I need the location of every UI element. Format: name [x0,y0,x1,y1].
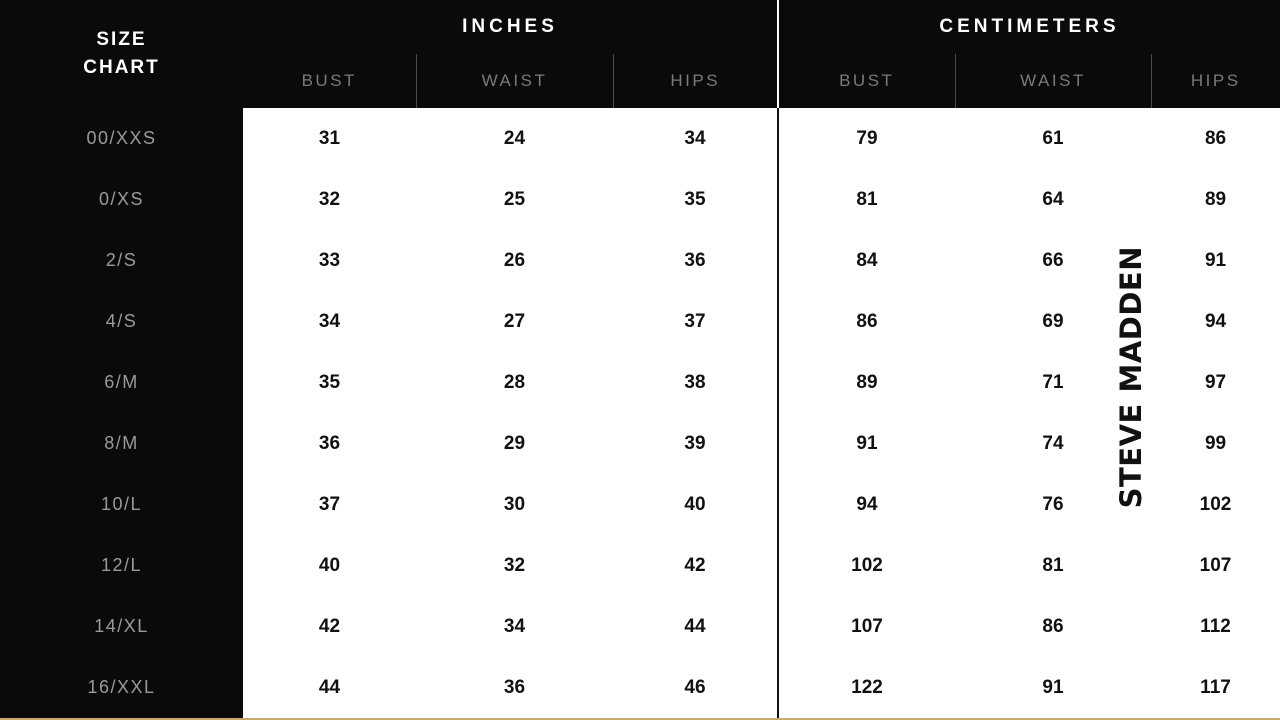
cell-inches-bust: 33 [243,230,416,291]
group-header-centimeters: CENTIMETERS [778,0,1280,54]
cell-cm-waist: 81 [955,535,1151,596]
cell-cm-waist: 69 [955,291,1151,352]
cell-inches-bust: 31 [243,108,416,169]
cell-inches-waist: 28 [416,352,613,413]
cell-cm-waist: 86 [955,596,1151,657]
table-row [0,169,1280,230]
cell-inches-hips: 44 [613,596,778,657]
cell-cm-waist: 66 [955,230,1151,291]
cell-inches-hips: 35 [613,169,778,230]
cell-cm-waist: 61 [955,108,1151,169]
cell-inches-hips: 37 [613,291,778,352]
cell-cm-bust: 107 [778,596,955,657]
row-size-label: 12/L [0,535,243,596]
table-row [0,352,1280,413]
cell-cm-bust: 91 [778,413,955,474]
cell-cm-waist: 71 [955,352,1151,413]
cell-cm-hips: 102 [1151,474,1280,535]
title-line-1: SIZE [96,29,147,51]
cell-cm-hips: 117 [1151,657,1280,719]
cell-inches-bust: 35 [243,352,416,413]
table-row [0,108,1280,169]
cell-cm-hips: 99 [1151,413,1280,474]
cell-cm-hips: 91 [1151,230,1280,291]
row-size-label: 16/XXL [0,657,243,719]
column-header-cm-bust: BUST [778,54,955,108]
cell-inches-bust: 36 [243,413,416,474]
cell-inches-waist: 25 [416,169,613,230]
cell-inches-waist: 27 [416,291,613,352]
size-chart-title [0,0,243,108]
cell-cm-hips: 94 [1151,291,1280,352]
cell-inches-hips: 46 [613,657,778,719]
column-header-cm-waist: WAIST [955,54,1151,108]
title-line-2: CHART [83,57,160,78]
cell-inches-bust: 37 [243,474,416,535]
cell-inches-waist: 34 [416,596,613,657]
column-header-inches-bust: BUST [243,54,416,108]
cell-inches-hips: 39 [613,413,778,474]
table-row [0,291,1280,352]
column-header-cm-hips: HIPS [1151,54,1280,108]
cell-cm-hips: 107 [1151,535,1280,596]
row-size-label: 6/M [0,352,243,413]
table-row [0,474,1280,535]
cell-inches-hips: 34 [613,108,778,169]
cell-inches-hips: 36 [613,230,778,291]
cell-inches-waist: 36 [416,657,613,719]
row-size-label: 10/L [0,474,243,535]
table-row [0,413,1280,474]
column-header-inches-hips: HIPS [613,54,778,108]
cell-inches-waist: 26 [416,230,613,291]
cell-cm-bust: 122 [778,657,955,719]
table-body [0,108,1280,719]
row-size-label: 4/S [0,291,243,352]
cell-cm-hips: 97 [1151,352,1280,413]
cell-inches-waist: 32 [416,535,613,596]
cell-inches-bust: 40 [243,535,416,596]
table-row [0,230,1280,291]
table-row [0,596,1280,657]
cell-inches-hips: 40 [613,474,778,535]
cell-inches-bust: 34 [243,291,416,352]
cell-cm-waist: 64 [955,169,1151,230]
row-size-label: 00/XXS [0,108,243,169]
cell-inches-waist: 30 [416,474,613,535]
cell-inches-bust: 42 [243,596,416,657]
cell-cm-bust: 86 [778,291,955,352]
group-header-inches: INCHES [243,0,778,54]
cell-cm-hips: 112 [1151,596,1280,657]
row-size-label: 8/M [0,413,243,474]
cell-inches-hips: 38 [613,352,778,413]
cell-cm-hips: 86 [1151,108,1280,169]
cell-cm-waist: 76 [955,474,1151,535]
cell-inches-hips: 42 [613,535,778,596]
cell-inches-bust: 44 [243,657,416,719]
cell-inches-waist: 24 [416,108,613,169]
cell-inches-bust: 32 [243,169,416,230]
cell-cm-bust: 81 [778,169,955,230]
column-header-inches-waist: WAIST [416,54,613,108]
cell-cm-bust: 79 [778,108,955,169]
cell-cm-bust: 84 [778,230,955,291]
cell-cm-bust: 89 [778,352,955,413]
cell-cm-bust: 94 [778,474,955,535]
table-row [0,657,1280,719]
cell-inches-waist: 29 [416,413,613,474]
cell-cm-waist: 91 [955,657,1151,719]
brand-watermark-text: STEVE MADDEN [1114,245,1148,509]
table-row [0,535,1280,596]
cell-cm-bust: 102 [778,535,955,596]
cell-cm-waist: 74 [955,413,1151,474]
cell-cm-hips: 89 [1151,169,1280,230]
table-header-groups [0,0,1280,54]
row-size-label: 0/XS [0,169,243,230]
row-size-label: 2/S [0,230,243,291]
row-size-label: 14/XL [0,596,243,657]
